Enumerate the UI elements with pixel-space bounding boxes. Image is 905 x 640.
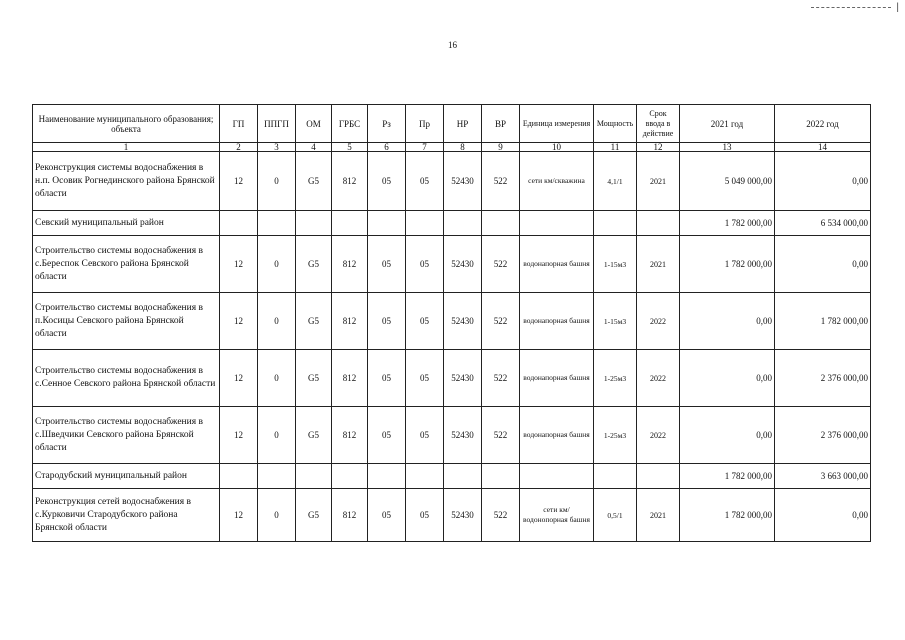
cell-pr: 05 [406, 350, 444, 407]
cell-nr: 52430 [444, 489, 482, 542]
cell-rz: 05 [368, 407, 406, 464]
header-nr: НР [444, 105, 482, 143]
header-vr: ВР [482, 105, 520, 143]
cell-2022: 3 663 000,00 [775, 464, 871, 489]
cell-gp: 12 [220, 236, 258, 293]
col-number: 5 [332, 143, 368, 152]
cell-vr [482, 211, 520, 236]
cell-pr: 05 [406, 489, 444, 542]
cell-2021: 0,00 [680, 350, 775, 407]
header-row [33, 105, 871, 143]
cell-power: 4,1/1 [594, 152, 637, 211]
cell-om: G5 [296, 350, 332, 407]
table-row [33, 152, 871, 211]
header-rz: Рз [368, 105, 406, 143]
col-number: 8 [444, 143, 482, 152]
cell-nr: 52430 [444, 407, 482, 464]
cell-pr [406, 211, 444, 236]
corner-dashed-line [811, 7, 891, 8]
cell-unit [520, 464, 594, 489]
cell-vr: 522 [482, 407, 520, 464]
cell-2022: 6 534 000,00 [775, 211, 871, 236]
cell-gp [220, 464, 258, 489]
cell-ppgp [258, 464, 296, 489]
cell-ppgp: 0 [258, 407, 296, 464]
cell-power: 1-15м3 [594, 293, 637, 350]
cell-2022: 0,00 [775, 236, 871, 293]
cell-grbs [332, 464, 368, 489]
header-unit: Единица измерения [520, 105, 594, 143]
cell-gp: 12 [220, 350, 258, 407]
cell-pr: 05 [406, 293, 444, 350]
cell-term [637, 464, 680, 489]
column-number-row [33, 143, 871, 152]
cell-unit: водонапорная башня [520, 236, 594, 293]
cell-vr: 522 [482, 236, 520, 293]
cell-power: 1-25м3 [594, 407, 637, 464]
col-number: 11 [594, 143, 637, 152]
cell-nr [444, 211, 482, 236]
cell-term: 2022 [637, 350, 680, 407]
cell-vr: 522 [482, 293, 520, 350]
cell-2022: 0,00 [775, 152, 871, 211]
cell-gp: 12 [220, 293, 258, 350]
cell-2021: 1 782 000,00 [680, 489, 775, 542]
cell-term: 2021 [637, 489, 680, 542]
cell-unit: сети км/водонопорная башня [520, 489, 594, 542]
object-name: Реконструкция сетей водоснабжения в с.Курковичи Стародубского района Брянской области [33, 489, 220, 542]
header-2022: 2022 год [775, 105, 871, 143]
cell-term [637, 211, 680, 236]
table-row [33, 236, 871, 293]
cell-ppgp: 0 [258, 236, 296, 293]
header-om: ОМ [296, 105, 332, 143]
cell-rz [368, 211, 406, 236]
cell-power: 1-15м3 [594, 236, 637, 293]
object-name: Строительство системы водоснабжения в с.Береспок Севского района Брянской области [33, 236, 220, 293]
cell-pr: 05 [406, 407, 444, 464]
cell-power [594, 211, 637, 236]
col-number: 1 [33, 143, 220, 152]
cell-unit: водонапорная башня [520, 407, 594, 464]
cell-gp: 12 [220, 152, 258, 211]
cell-ppgp [258, 211, 296, 236]
object-name: Реконструкция системы водоснабжения в н.п. Осовик Рогнединского района Брянской области [33, 152, 220, 211]
cell-vr [482, 464, 520, 489]
cell-grbs: 812 [332, 152, 368, 211]
cell-gp: 12 [220, 407, 258, 464]
object-name: Строительство системы водоснабжения в с.Сенное Севского района Брянской области [33, 350, 220, 407]
cell-rz: 05 [368, 236, 406, 293]
col-number: 7 [406, 143, 444, 152]
cell-ppgp: 0 [258, 350, 296, 407]
cell-nr [444, 464, 482, 489]
cell-2022: 2 376 000,00 [775, 407, 871, 464]
cell-nr: 52430 [444, 350, 482, 407]
col-number: 14 [775, 143, 871, 152]
cell-nr: 52430 [444, 152, 482, 211]
object-name: Строительство системы водоснабжения в с.Шведчики Севского района Брянской области [33, 407, 220, 464]
header-ppgp: ППГП [258, 105, 296, 143]
cell-rz: 05 [368, 350, 406, 407]
cell-rz [368, 464, 406, 489]
header-power: Мощность [594, 105, 637, 143]
cell-vr: 522 [482, 489, 520, 542]
cell-unit: водонапорная башня [520, 350, 594, 407]
cell-om: G5 [296, 152, 332, 211]
cell-pr [406, 464, 444, 489]
cell-grbs: 812 [332, 236, 368, 293]
table-row [33, 350, 871, 407]
cell-term: 2022 [637, 293, 680, 350]
col-number: 6 [368, 143, 406, 152]
cell-om [296, 464, 332, 489]
table-row [33, 211, 871, 236]
cell-om [296, 211, 332, 236]
page-number: 16 [448, 40, 457, 50]
cell-pr: 05 [406, 152, 444, 211]
table-row [33, 407, 871, 464]
cell-pr: 05 [406, 236, 444, 293]
corner-mark: | [896, 2, 899, 13]
cell-unit: сети км/скважина [520, 152, 594, 211]
table-row [33, 293, 871, 350]
cell-om: G5 [296, 407, 332, 464]
budget-table [32, 104, 871, 542]
col-number: 2 [220, 143, 258, 152]
col-number: 4 [296, 143, 332, 152]
cell-grbs: 812 [332, 489, 368, 542]
cell-gp: 12 [220, 489, 258, 542]
cell-unit [520, 211, 594, 236]
cell-ppgp: 0 [258, 152, 296, 211]
cell-power: 1-25м3 [594, 350, 637, 407]
object-name: Строительство системы водоснабжения в п.Косицы Севского района Брянской области [33, 293, 220, 350]
cell-nr: 52430 [444, 293, 482, 350]
cell-vr: 522 [482, 152, 520, 211]
cell-rz: 05 [368, 489, 406, 542]
header-grbs: ГРБС [332, 105, 368, 143]
col-number: 13 [680, 143, 775, 152]
cell-grbs [332, 211, 368, 236]
cell-2021: 1 782 000,00 [680, 236, 775, 293]
cell-2021: 1 782 000,00 [680, 211, 775, 236]
cell-ppgp: 0 [258, 293, 296, 350]
cell-2021: 1 782 000,00 [680, 464, 775, 489]
cell-power [594, 464, 637, 489]
cell-unit: водонапорная башня [520, 293, 594, 350]
cell-term: 2022 [637, 407, 680, 464]
cell-grbs: 812 [332, 407, 368, 464]
cell-gp [220, 211, 258, 236]
cell-term: 2021 [637, 152, 680, 211]
cell-nr: 52430 [444, 236, 482, 293]
object-name: Стародубский муниципальный район [33, 464, 220, 489]
col-number: 9 [482, 143, 520, 152]
col-number: 3 [258, 143, 296, 152]
header-term: Срок ввода в действие [637, 105, 680, 143]
cell-om: G5 [296, 293, 332, 350]
cell-2022: 2 376 000,00 [775, 350, 871, 407]
cell-grbs: 812 [332, 350, 368, 407]
cell-2022: 0,00 [775, 489, 871, 542]
cell-2021: 5 049 000,00 [680, 152, 775, 211]
cell-2021: 0,00 [680, 407, 775, 464]
header-pr: Пр [406, 105, 444, 143]
cell-rz: 05 [368, 152, 406, 211]
cell-2022: 1 782 000,00 [775, 293, 871, 350]
col-number: 12 [637, 143, 680, 152]
cell-om: G5 [296, 489, 332, 542]
cell-power: 0,5/1 [594, 489, 637, 542]
cell-rz: 05 [368, 293, 406, 350]
object-name: Севский муниципальный район [33, 211, 220, 236]
header-name: Наименование муниципального образования; объекта [33, 105, 220, 143]
col-number: 10 [520, 143, 594, 152]
cell-term: 2021 [637, 236, 680, 293]
cell-vr: 522 [482, 350, 520, 407]
table-row [33, 489, 871, 542]
cell-2021: 0,00 [680, 293, 775, 350]
cell-om: G5 [296, 236, 332, 293]
cell-ppgp: 0 [258, 489, 296, 542]
header-2021: 2021 год [680, 105, 775, 143]
cell-grbs: 812 [332, 293, 368, 350]
table-row [33, 464, 871, 489]
header-gp: ГП [220, 105, 258, 143]
